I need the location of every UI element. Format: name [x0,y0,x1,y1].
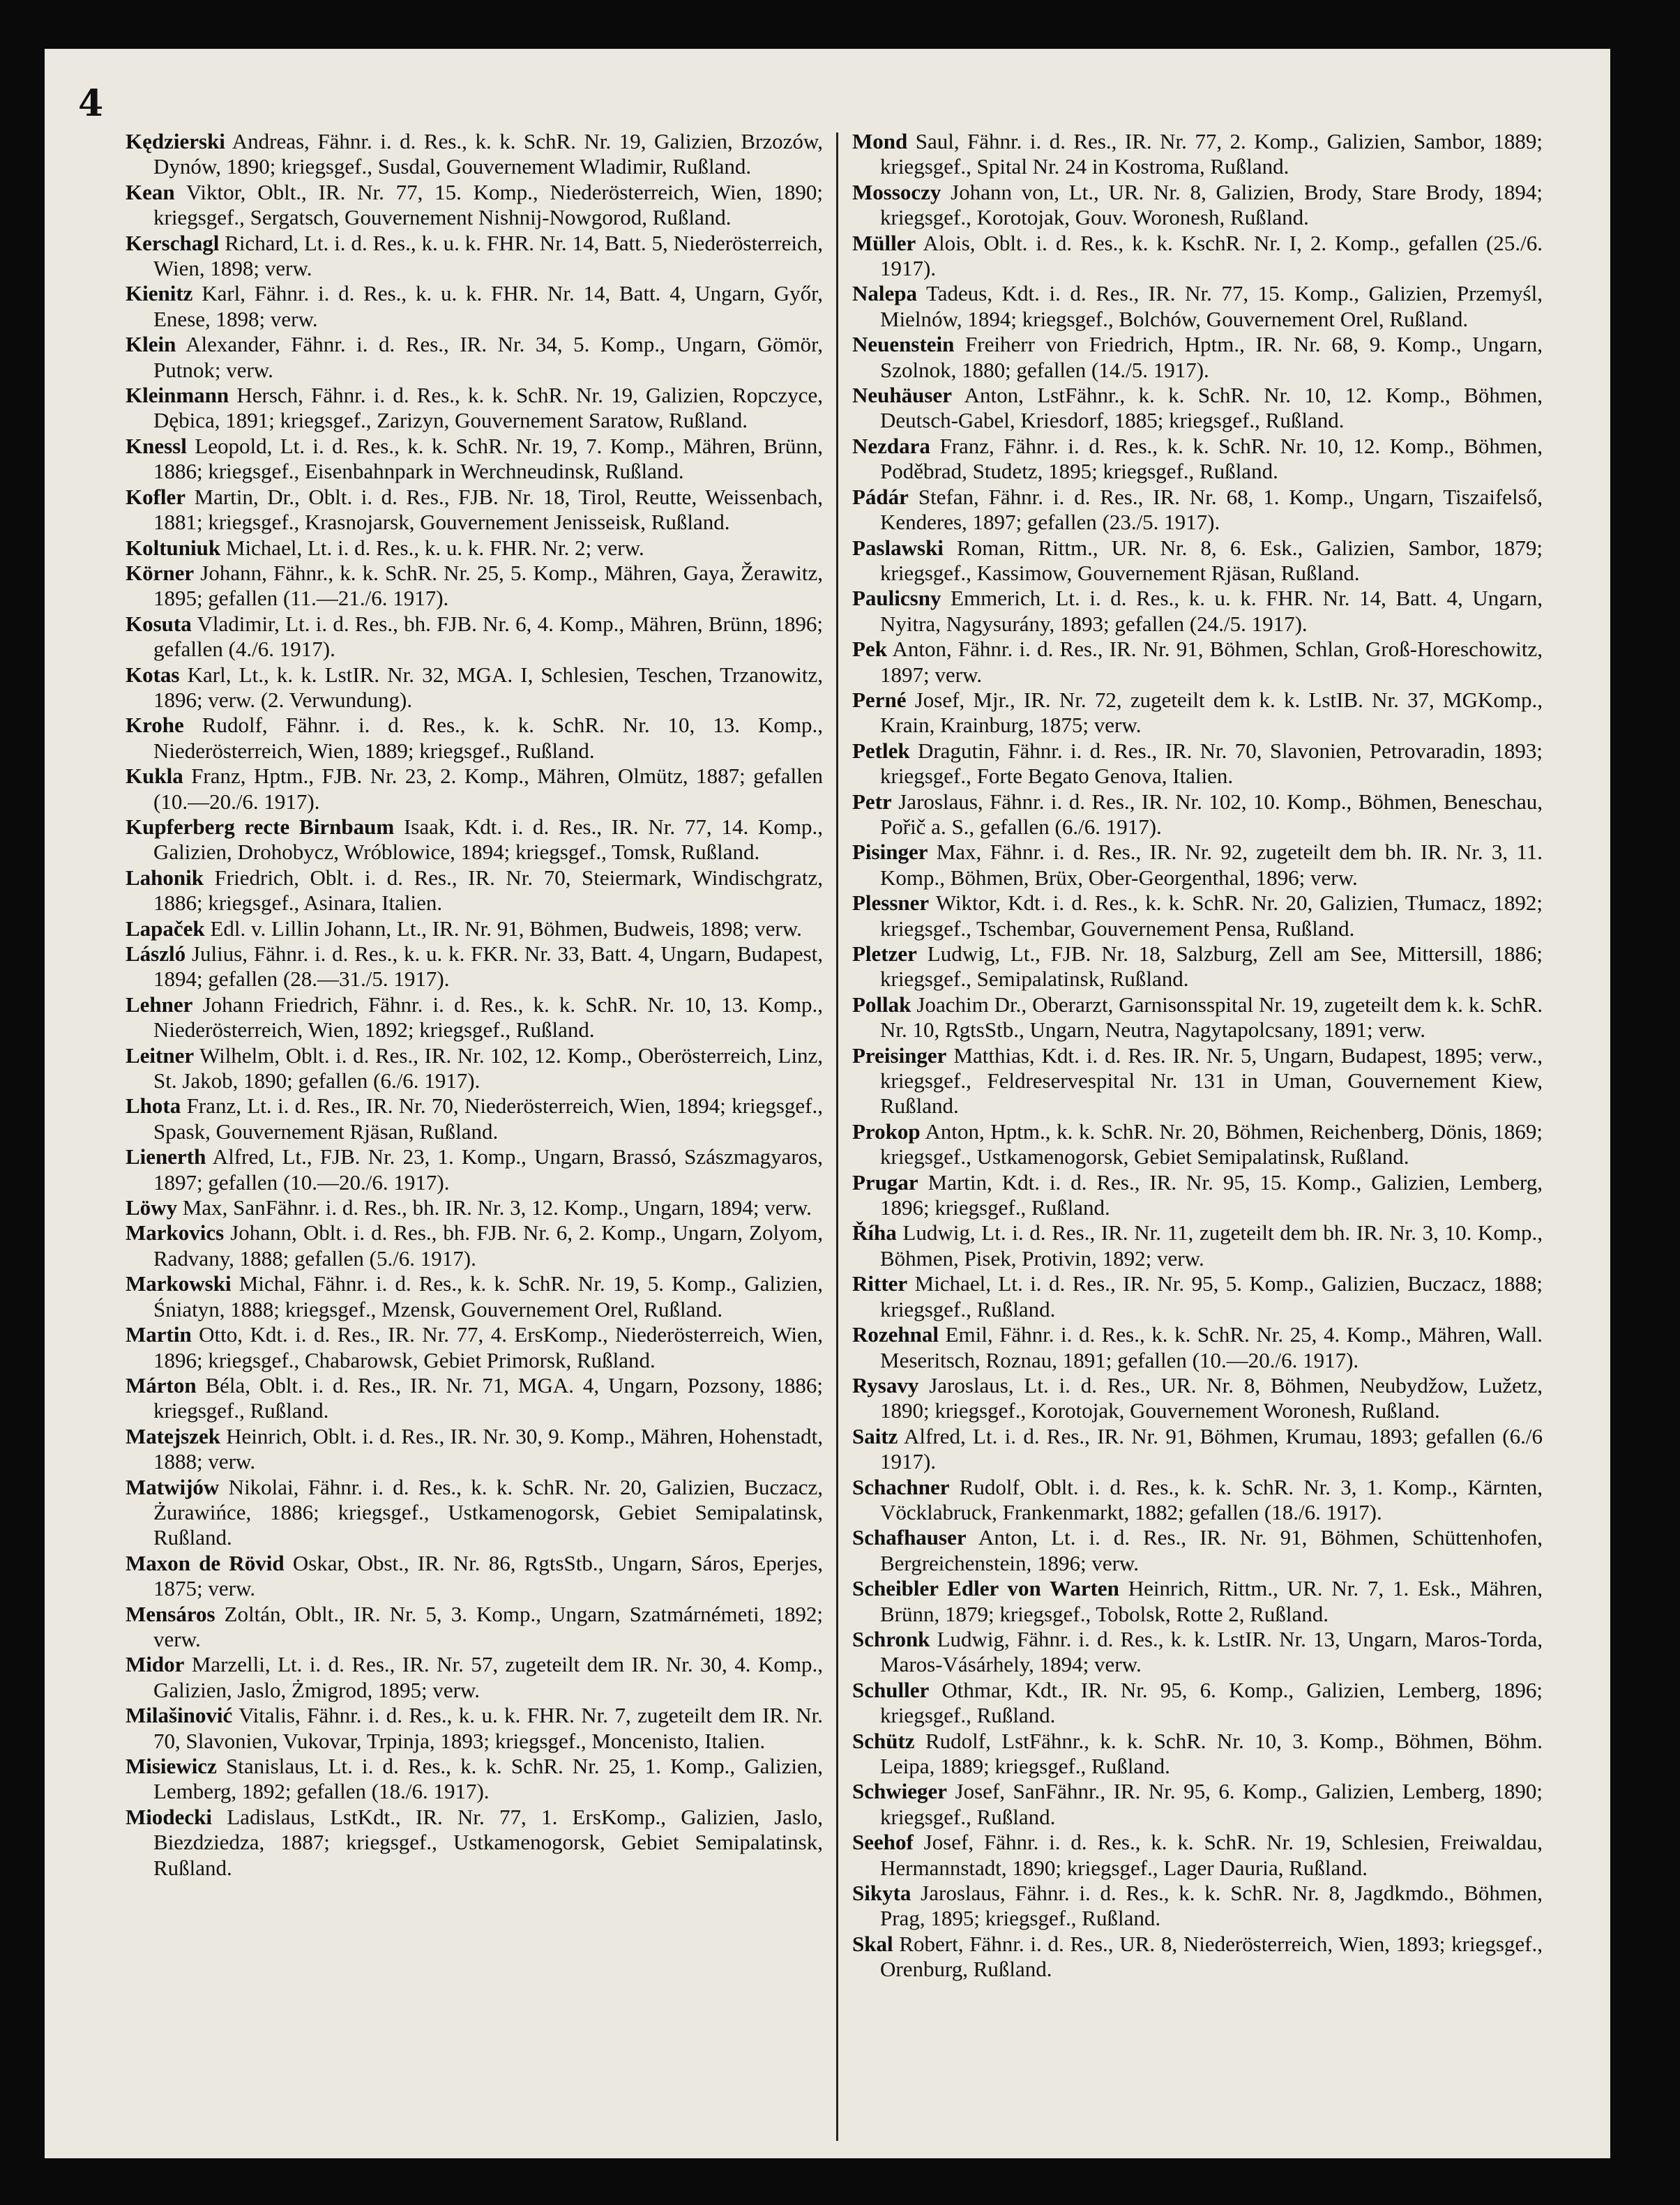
casualty-entry [852,992,1543,1043]
casualty-entry [852,281,1543,332]
casualty-entry [852,688,1543,738]
entry-details: Rudolf, LstFähnr., k. k. SchR. Nr. 10, 3. Komp., Böhmen, Böhm. Leipa, 1889; kriegsgef., Rußland. [880,1728,1543,1778]
casualty-entry [852,1119,1543,1170]
entry-surname: Sikyta [852,1881,911,1906]
entry-surname: László [126,941,186,966]
entry-details: Anton, LstFähnr., k. k. SchR. Nr. 10, 12. Komp., Böhmen, Deutsch-Gabel, Kriesdorf, 1885; kriegsgef., Rußland. [880,383,1543,433]
entry-details: Jaroslaus, Lt. i. d. Res., UR. Nr. 8, Böhmen, Neubydžow, Lužetz, 1890; kriegsgef., Korotojak, Gouvernement Woronesh, Rußland. [880,1372,1543,1423]
casualty-entry [852,180,1543,231]
casualty-entry [852,1424,1543,1475]
entry-details: Josef, Mjr., IR. Nr. 72, zugeteilt dem k. k. LstIB. Nr. 37, MGKomp., Krain, Krainburg, 1875; verw. [880,687,1543,738]
casualty-entry [852,1678,1543,1729]
entry-surname: Pollak [852,992,911,1017]
entry-details: Vitalis, Fähnr. i. d. Res., k. u. k. FHR. Nr. 7, zugeteilt dem IR. Nr. 70, Slavonien, Vukovar, Trpinja, 1893; kriegsgef., Moncenisto, Italien. [153,1703,823,1753]
entry-details: Heinrich, Rittm., UR. Nr. 7, 1. Esk., Mähren, Brünn, 1879; kriegsgef., Tobolsk, Rotte 2, Rußland. [880,1576,1543,1626]
casualty-entry [852,1525,1543,1576]
entry-surname: Preisinger [852,1043,947,1068]
entry-details: Michael, Lt. i. d. Res., IR. Nr. 95, 5. Komp., Galizien, Buczacz, 1888; kriegsgef., Rußland. [880,1271,1543,1321]
casualty-entry [852,1043,1543,1119]
entry-details: Anton, Lt. i. d. Res., IR. Nr. 91, Böhmen, Schüttenhofen, Bergreichenstein, 1896; verw. [880,1525,1543,1575]
casualty-entry [852,1475,1543,1526]
entry-details: Alois, Oblt. i. d. Res., k. k. KschR. Nr. I, 2. Komp., gefallen (25./6. 1917). [880,230,1543,281]
casualty-entry [126,814,823,865]
entry-details: Franz, Fähnr. i. d. Res., k. k. SchR. Nr. 10, 12. Komp., Böhmen, Poděbrad, Studetz, 1895; kriegsgef., Rußland. [880,433,1543,484]
entry-details: Robert, Fähnr. i. d. Res., UR. 8, Niederösterreich, Wien, 1893; kriegsgef., Orenburg, Rußland. [880,1931,1543,1982]
casualty-entry [852,586,1543,637]
entry-surname: Pisinger [852,840,928,865]
entry-surname: Schachner [852,1474,950,1499]
entry-details: Wilhelm, Oblt. i. d. Res., IR. Nr. 102, 12. Komp., Oberösterreich, Linz, St. Jakob, 1890; gefallen (6./6. 1917). [153,1043,823,1093]
entry-surname: Mensáros [126,1601,215,1626]
entry-surname: Kupferberg recte Birnbaum [126,814,395,839]
casualty-entry [126,612,823,662]
entry-details: Karl, Lt., k. k. LstIR. Nr. 32, MGA. I, Schlesien, Teschen, Trzanowitz, 1896; verw. (2. Verwundung). [153,662,823,712]
page-number: 4 [78,82,104,125]
entry-surname: Kerschagl [126,230,220,255]
entry-details: Othmar, Kdt., IR. Nr. 95, 6. Komp., Galizien, Lemberg, 1896; kriegsgef., Rußland. [880,1677,1543,1728]
entry-surname: Seehof [852,1830,914,1855]
entry-details: Saul, Fähnr. i. d. Res., IR. Nr. 77, 2. Komp., Galizien, Sambor, 1889; kriegsgef., Spital Nr. 24 in Kostroma, Rußland. [880,129,1543,179]
entry-surname: Schafhauser [852,1525,967,1550]
left-column [126,129,823,2148]
casualty-entry [852,941,1543,992]
entry-details: Rudolf, Oblt. i. d. Res., k. k. SchR. Nr. 3, 1. Komp., Kärnten, Vöcklabruck, Frankenmarkt, 1882; gefallen (18./6. 1917). [880,1474,1543,1524]
casualty-entry [852,891,1543,941]
casualty-entry [126,1602,823,1653]
entry-surname: Říha [852,1220,897,1245]
casualty-entry [852,840,1543,891]
entry-surname: Koltuniuk [126,535,221,560]
casualty-entry [126,1424,823,1475]
casualty-entry [852,1729,1543,1780]
entry-details: Wiktor, Kdt. i. d. Res., k. k. SchR. Nr. 20, Galizien, Tłumacz, 1892; kriegsgef., Tschembar, Gouvernement Pensa, Rußland. [880,891,1543,941]
casualty-entry [126,865,823,916]
casualty-entry [852,1830,1543,1881]
entry-surname: Matejszek [126,1423,220,1448]
entry-surname: Schwieger [852,1779,948,1804]
entry-details: Johann von, Lt., UR. Nr. 8, Galizien, Brody, Stare Brody, 1894; kriegsgef., Korotojak, Gouv. Woronesh, Rußland. [880,179,1543,230]
entry-details: Matthias, Kdt. i. d. Res. IR. Nr. 5, Ungarn, Budapest, 1895; verw., kriegsgef., Feldreservespital Nr. 131 in Uman, Gouvernement Kiew, Rußland. [880,1043,1543,1119]
casualty-entry [852,434,1543,485]
entry-surname: Skal [852,1931,893,1956]
entry-details: Franz, Lt. i. d. Res., IR. Nr. 70, Niederösterreich, Wien, 1894; kriegsgef., Spask, Gouvernement Rjäsan, Rußland. [153,1093,823,1144]
entry-surname: Lehner [126,992,193,1017]
entry-surname: Leitner [126,1043,195,1068]
entry-details: Edl. v. Lillin Johann, Lt., IR. Nr. 91, Böhmen, Budweis, 1898; verw. [204,916,802,941]
entry-details: Anton, Fähnr. i. d. Res., IR. Nr. 91, Böhmen, Schlan, Groß-Horeschowitz, 1897; verw. [880,637,1543,687]
casualty-entry [126,1322,823,1373]
entry-surname: Nalepa [852,281,917,306]
entry-details: Franz, Hptm., FJB. Nr. 23, 2. Komp., Mähren, Olmütz, 1887; gefallen (10.—20./6. 1917). [153,764,823,814]
entry-surname: Scheibler Edler von Warten [852,1576,1119,1601]
entry-details: Oskar, Obst., IR. Nr. 86, RgtsStb., Ungarn, Sáros, Eperjes, 1875; verw. [153,1550,823,1601]
entry-details: Ludwig, Lt. i. d. Res., IR. Nr. 11, zugeteilt dem bh. IR. Nr. 3, 10. Komp., Böhmen, Pisek, Protivin, 1892; verw. [880,1220,1543,1271]
entry-details: Marzelli, Lt. i. d. Res., IR. Nr. 57, zugeteilt dem IR. Nr. 30, 4. Komp., Galizien, Jaslo, Żmigrod, 1895; verw. [153,1652,823,1702]
entry-details: Jaroslaus, Fähnr. i. d. Res., k. k. SchR. Nr. 8, Jagdkmdo., Böhmen, Prag, 1895; kriegsgef., Rußland. [880,1881,1543,1931]
casualty-entry [126,1652,823,1703]
entry-surname: Pádár [852,484,909,509]
casualty-entry [126,1551,823,1602]
casualty-entry [852,332,1543,383]
entry-details: Béla, Oblt. i. d. Res., IR. Nr. 71, MGA. 4, Ungarn, Pozsony, 1886; kriegsgef., Rußland. [153,1372,823,1423]
casualty-entry [852,1779,1543,1830]
entry-surname: Schütz [852,1728,915,1753]
casualty-entry [126,485,823,536]
entry-details: Freiherr von Friedrich, Hptm., IR. Nr. 68, 9. Komp., Ungarn, Szolnok, 1880; gefallen (14./5. 1917). [880,332,1543,382]
casualty-entry [126,1805,823,1881]
entry-details: Alfred, Lt. i. d. Res., IR. Nr. 91, Böhmen, Krumau, 1893; gefallen (6./6 1917). [880,1423,1543,1474]
casualty-entry [852,789,1543,840]
entry-surname: Kotas [126,662,180,687]
entry-details: Joachim Dr., Oberarzt, Garnisonsspital Nr. 19, zugeteilt dem k. k. SchR. Nr. 10, RgtsStb., Ungarn, Neutra, Nagytapolcsany, 1891; verw. [880,992,1543,1043]
entry-details: Alfred, Lt., FJB. Nr. 23, 1. Komp., Ungarn, Brassó, Szászmagyaros, 1897; gefallen (10.—20./6. 1917). [153,1144,823,1195]
entry-surname: Lhota [126,1093,181,1119]
casualty-entry [126,561,823,612]
casualty-entry [126,536,823,561]
casualty-entry [126,332,823,383]
entry-surname: Rozehnal [852,1322,939,1347]
casualty-entry [126,713,823,764]
right-column [852,129,1543,2148]
entry-surname: Kukla [126,764,183,789]
entry-details: Ludwig, Lt., FJB. Nr. 18, Salzburg, Zell am See, Mittersill, 1886; kriegsgef., Semipalatinsk, Rußland. [880,941,1543,992]
entry-details: Hersch, Fähnr. i. d. Res., k. k. SchR. Nr. 19, Galizien, Ropczyce, Dębica, 1891; kriegsgef., Zarizyn, Gouvernement Saratow, Rußland. [153,383,823,433]
entry-surname: Mossoczy [852,179,941,204]
entry-surname: Kleinmann [126,383,229,408]
entry-surname: Misiewicz [126,1754,217,1778]
entry-details: Julius, Fähnr. i. d. Res., k. u. k. FKR. Nr. 33, Batt. 4, Ungarn, Budapest, 1894; gefallen (28.—31./5. 1917). [153,941,823,992]
entry-surname: Maxon de Rövid [126,1550,285,1575]
entry-surname: Krohe [126,713,184,738]
casualty-entry [126,129,823,180]
entry-surname: Petr [852,789,892,814]
entry-surname: Neuhäuser [852,383,952,408]
entry-surname: Lapaček [126,916,205,941]
casualty-entry [126,764,823,814]
entry-surname: Márton [126,1372,197,1397]
entry-surname: Markowski [126,1271,232,1296]
entry-details: Michael, Lt. i. d. Res., k. u. k. FHR. Nr. 2; verw. [220,535,644,560]
entry-details: Ludwig, Fähnr. i. d. Res., k. k. LstIR. Nr. 13, Ungarn, Maros-Torda, Maros-Vásárhely, 1894; verw. [880,1626,1543,1677]
casualty-entry [126,281,823,332]
casualty-entry [852,1271,1543,1322]
entry-details: Isaak, Kdt. i. d. Res., IR. Nr. 77, 14. Komp., Galizien, Drohobycz, Wróblowice, 1894; kriegsgef., Tomsk, Rußland. [153,814,823,865]
entry-surname: Kofler [126,484,186,509]
entry-surname: Kienitz [126,281,193,306]
casualty-entry [126,941,823,992]
entry-details: Anton, Hptm., k. k. SchR. Nr. 20, Böhmen, Reichenberg, Dönis, 1869; kriegsgef., Ustkamenogorsk, Gebiet Semipalatinsk, Rußland. [880,1119,1543,1169]
casualty-entry [852,1373,1543,1424]
casualty-entry [126,916,823,941]
entry-details: Andreas, Fähnr. i. d. Res., k. k. SchR. Nr. 19, Galizien, Brzozów, Dynów, 1890; kriegsgef., Susdal, Gouvernement Wladimir, Rußland. [153,129,823,179]
entry-details: Friedrich, Oblt. i. d. Res., IR. Nr. 70, Steiermark, Windischgratz, 1886; kriegsgef., Asinara, Italien. [153,865,823,916]
entry-details: Emmerich, Lt. i. d. Res., k. u. k. FHR. Nr. 14, Batt. 4, Ungarn, Nyitra, Nagysurány, 1893; gefallen (24./5. 1917). [880,586,1543,636]
casualty-entry [126,1093,823,1144]
entry-details: Vladimir, Lt. i. d. Res., bh. FJB. Nr. 6, 4. Komp., Mähren, Brünn, 1896; gefallen (4./6. 1917). [153,611,823,662]
casualty-entry [852,738,1543,789]
entry-surname: Müller [852,230,916,255]
entry-surname: Kędzierski [126,129,225,153]
entry-surname: Klein [126,332,176,357]
casualty-entry [126,1043,823,1094]
casualty-entry [852,1170,1543,1221]
casualty-entry [852,1627,1543,1678]
casualty-entry [852,383,1543,434]
entry-details: Johann Friedrich, Fähnr. i. d. Res., k. k. SchR. Nr. 10, 13. Komp., Niederösterreich, Wien, 1892; kriegsgef., Rußland. [153,992,823,1043]
entry-details: Zoltán, Oblt., IR. Nr. 5, 3. Komp., Ungarn, Szatmárnémeti, 1892; verw. [153,1601,823,1651]
entry-details: Josef, SanFähnr., IR. Nr. 95, 6. Komp., Galizien, Lemberg, 1890; kriegsgef., Rußland. [880,1779,1543,1829]
casualty-entry [852,485,1543,536]
entry-details: Johann, Fähnr., k. k. SchR. Nr. 25, 5. Komp., Mähren, Gaya, Žerawitz, 1895; gefallen (11.—21./6. 1917). [153,560,823,611]
entry-surname: Saitz [852,1423,898,1448]
entry-details: Max, Fähnr. i. d. Res., IR. Nr. 92, zugeteilt dem bh. IR. Nr. 3, 11. Komp., Böhmen, Brüx, Ober-Georgenthal, 1896; verw. [880,840,1543,890]
entry-surname: Knessl [126,433,187,458]
casualty-entry [126,1475,823,1551]
casualty-entry [852,1322,1543,1373]
entry-surname: Martin [126,1322,192,1347]
casualty-entry [852,536,1543,586]
casualty-entry [126,1754,823,1805]
entry-details: Stanislaus, Lt. i. d. Res., k. k. SchR. Nr. 25, 1. Komp., Galizien, Lemberg, 1892; gefallen (18./6. 1917). [153,1754,823,1804]
entry-details: Nikolai, Fähnr. i. d. Res., k. k. SchR. Nr. 20, Galizien, Buczacz, Żurawińce, 1886; kriegsgef., Ustkamenogorsk, Gebiet Semipalatinsk, Rußland. [153,1474,823,1550]
entry-surname: Plessner [852,891,930,916]
casualty-entry [852,1220,1543,1271]
casualty-entry [852,1881,1543,1932]
casualty-entry [852,231,1543,282]
casualty-entry [126,383,823,434]
entry-details: Max, SanFähnr. i. d. Res., bh. IR. Nr. 3, 12. Komp., Ungarn, 1894; verw. [177,1195,812,1220]
entry-surname: Paslawski [852,535,944,560]
entry-surname: Schuller [852,1677,930,1702]
entry-surname: Markovics [126,1220,225,1245]
entry-surname: Pek [852,637,887,662]
entry-details: Richard, Lt. i. d. Res., k. u. k. FHR. Nr. 14, Batt. 5, Niederösterreich, Wien, 1898; verw. [153,230,823,281]
entry-details: Josef, Fähnr. i. d. Res., k. k. SchR. Nr. 19, Schlesien, Freiwaldau, Hermannstadt, 1890; kriegsgef., Lager Dauria, Rußland. [880,1830,1543,1880]
entry-details: Martin, Dr., Oblt. i. d. Res., FJB. Nr. 18, Tirol, Reutte, Weissenbach, 1881; kriegsgef., Krasnojarsk, Gouvernement Jenisseisk, Rußland. [153,484,823,535]
entry-details: Jaroslaus, Fähnr. i. d. Res., IR. Nr. 102, 10. Komp., Böhmen, Beneschau, Pořič a. S., gefallen (6./6. 1917). [880,789,1543,839]
casualty-entry [852,637,1543,688]
casualty-entry [126,1373,823,1424]
casualty-entry [126,1271,823,1322]
entry-details: Leopold, Lt. i. d. Res., k. k. SchR. Nr. 19, 7. Komp., Mähren, Brünn, 1886; kriegsgef., Eisenbahnpark in Werchneudinsk, Rußland. [153,433,823,484]
entry-details: Emil, Fähnr. i. d. Res., k. k. SchR. Nr. 25, 4. Komp., Mähren, Wall. Meseritsch, Roznau, 1891; gefallen (10.—20./6. 1917). [880,1322,1543,1372]
casualty-entry [852,1576,1543,1627]
entry-details: Alexander, Fähnr. i. d. Res., IR. Nr. 34, 5. Komp., Ungarn, Gömör, Putnok; verw. [153,332,823,382]
casualty-entry [852,129,1543,180]
casualty-entry [126,992,823,1043]
column-divider [836,132,838,2141]
casualty-entry [126,1195,823,1220]
entry-surname: Midor [126,1652,185,1677]
entry-details: Viktor, Oblt., IR. Nr. 77, 15. Komp., Niederösterreich, Wien, 1890; kriegsgef., Sergatsch, Gouvernement Nishnij-Nowgorod, Rußland. [153,179,823,230]
entry-surname: Kean [126,179,175,204]
entry-surname: Rysavy [852,1372,919,1397]
entry-surname: Nezdara [852,433,930,458]
entry-surname: Lienerth [126,1144,206,1169]
casualty-entry [126,1144,823,1195]
entry-surname: Prokop [852,1119,921,1144]
entry-details: Otto, Kdt. i. d. Res., IR. Nr. 77, 4. ErsKomp., Niederösterreich, Wien, 1896; kriegsgef., Chabarowsk, Gebiet Primorsk, Rußland. [153,1322,823,1372]
entry-details: Karl, Fähnr. i. d. Res., k. u. k. FHR. Nr. 14, Batt. 4, Ungarn, Győr, Enese, 1898; verw. [153,281,823,331]
entry-details: Heinrich, Oblt. i. d. Res., IR. Nr. 30, 9. Komp., Mähren, Hohenstadt, 1888; verw. [153,1423,823,1474]
entry-surname: Perné [852,687,907,712]
entry-details: Ladislaus, LstKdt., IR. Nr. 77, 1. ErsKomp., Galizien, Jaslo, Biezdziedza, 1887; kriegsgef., Ustkamenogorsk, Gebiet Semipalatinsk, Rußland. [153,1804,823,1880]
entry-surname: Miodecki [126,1804,212,1829]
entry-surname: Lahonik [126,865,204,890]
casualty-entry [126,1220,823,1271]
entry-surname: Kosuta [126,611,192,636]
casualty-entry [126,180,823,231]
entry-surname: Körner [126,560,195,585]
entry-surname: Neuenstein [852,332,955,357]
entry-details: Dragutin, Fähnr. i. d. Res., IR. Nr. 70, Slavonien, Petrovaradin, 1893; kriegsgef., Forte Begato Genova, Italien. [880,738,1543,789]
entry-details: Rudolf, Fähnr. i. d. Res., k. k. SchR. Nr. 10, 13. Komp., Niederösterreich, Wien, 1889; kriegsgef., Rußland. [153,713,823,763]
entry-details: Stefan, Fähnr. i. d. Res., IR. Nr. 68, 1. Komp., Ungarn, Tiszaifelső, Kenderes, 1897; gefallen (23./5. 1917). [880,484,1543,535]
entry-surname: Ritter [852,1271,908,1296]
entry-details: Johann, Oblt. i. d. Res., bh. FJB. Nr. 6, 2. Komp., Ungarn, Zolyom, Radvany, 1888; gefallen (5./6. 1917). [153,1220,823,1271]
entry-surname: Schronk [852,1626,930,1651]
casualty-entry [126,231,823,282]
entry-surname: Mond [852,129,908,153]
entry-surname: Pletzer [852,941,917,966]
casualty-entry [126,1703,823,1754]
casualty-entry [852,1932,1543,1983]
entry-surname: Petlek [852,738,910,763]
casualty-entry [126,434,823,485]
entry-surname: Matwijów [126,1474,220,1499]
entry-details: Tadeus, Kdt. i. d. Res., IR. Nr. 77, 15. Komp., Galizien, Przemyśl, Mielnów, 1894; kriegsgef., Bolchów, Gouvernement Orel, Rußland. [880,281,1543,331]
entry-surname: Löwy [126,1195,178,1220]
entry-details: Roman, Rittm., UR. Nr. 8, 6. Esk., Galizien, Sambor, 1879; kriegsgef., Kassimow, Gouvernement Rjäsan, Rußland. [880,535,1543,585]
entry-surname: Paulicsny [852,586,941,611]
entry-details: Michal, Fähnr. i. d. Res., k. k. SchR. Nr. 19, 5. Komp., Galizien, Śniatyn, 1888; kriegsgef., Mzensk, Gouvernement Orel, Rußland. [153,1271,823,1321]
casualty-entry [126,662,823,713]
entry-details: Martin, Kdt. i. d. Res., IR. Nr. 95, 15. Komp., Galizien, Lemberg, 1896; kriegsgef., Rußland. [880,1169,1543,1220]
entry-surname: Prugar [852,1169,918,1195]
entry-surname: Milašinović [126,1703,233,1728]
